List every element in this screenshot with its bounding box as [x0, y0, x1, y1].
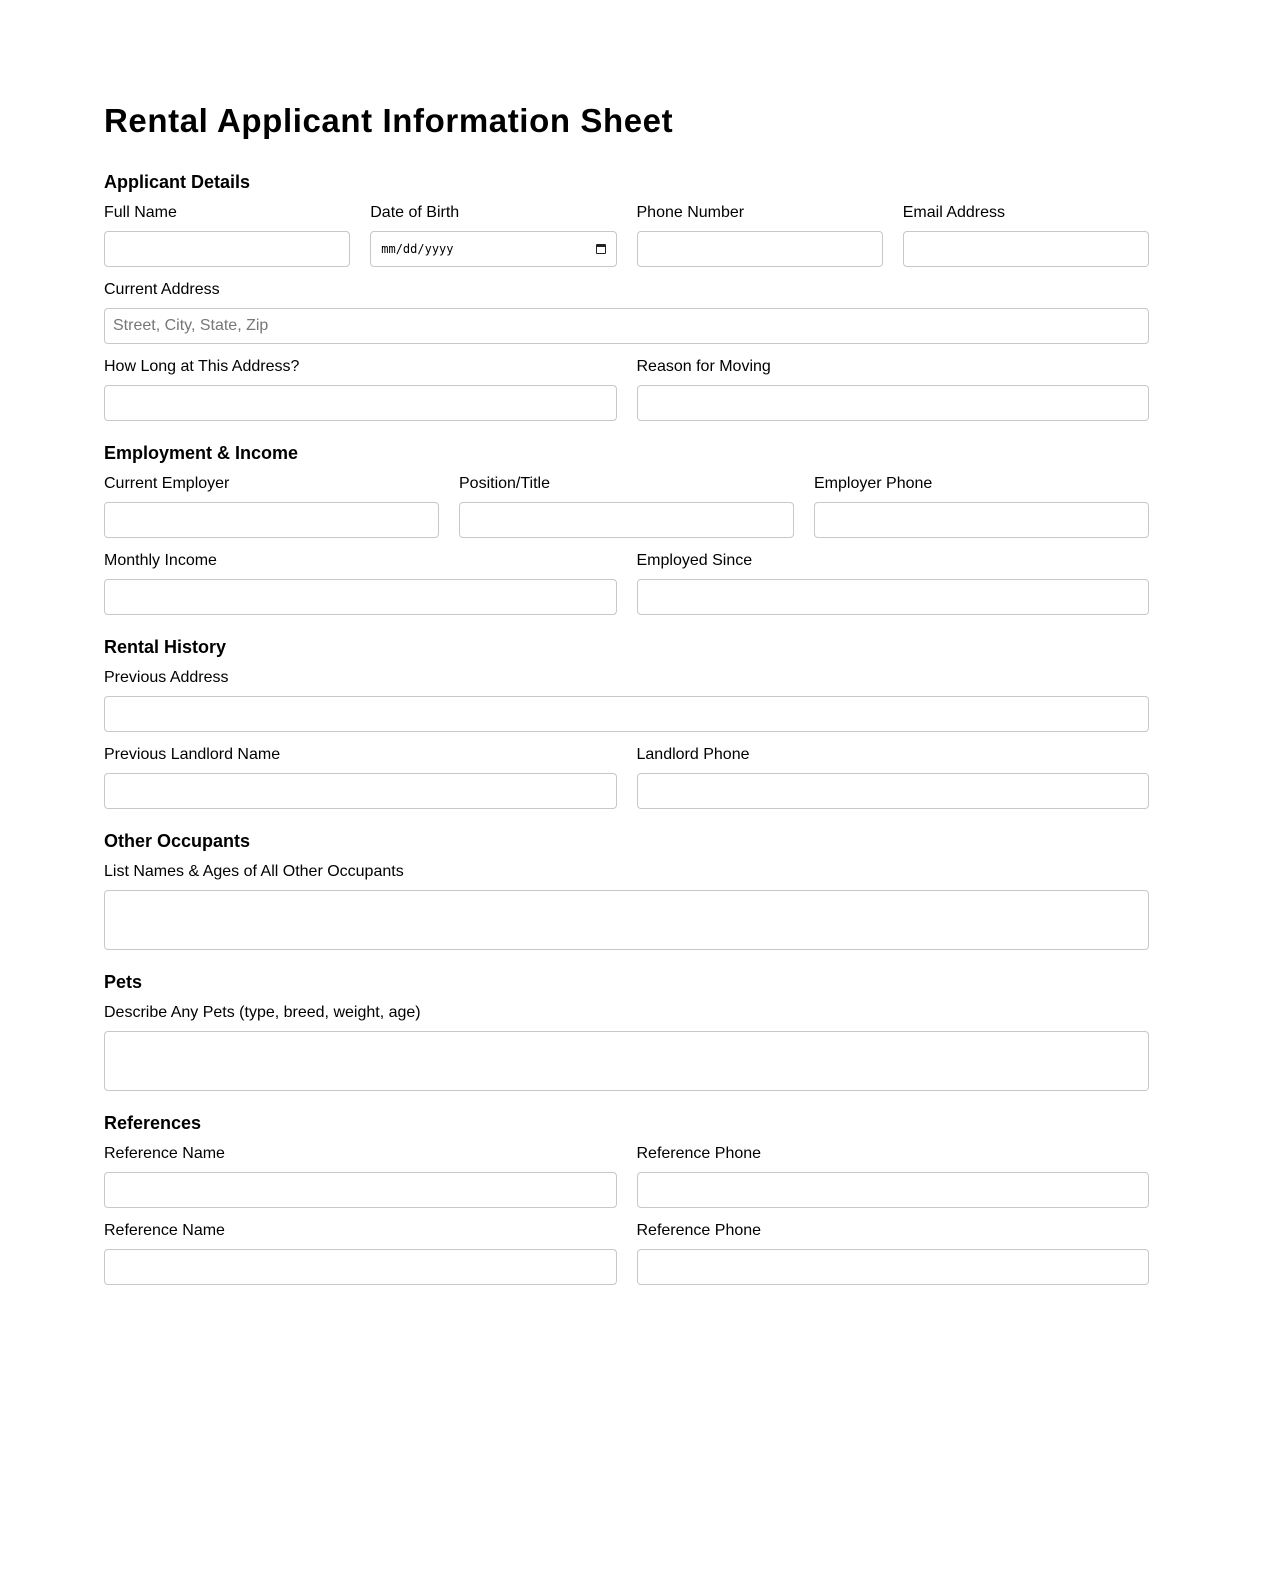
phone-input[interactable] — [637, 231, 883, 267]
position-input[interactable] — [459, 502, 794, 538]
reference-name-input[interactable] — [104, 1172, 617, 1208]
email-input[interactable] — [903, 231, 1149, 267]
occupants-textarea[interactable] — [104, 890, 1149, 950]
reference-phone-input[interactable] — [637, 1249, 1150, 1285]
reason-input[interactable] — [637, 385, 1150, 421]
landlord-name-label: Previous Landlord Name — [104, 746, 281, 763]
income-label: Monthly Income — [104, 552, 217, 569]
section-heading: Employment & Income — [104, 443, 299, 463]
previous-address-label: Previous Address — [104, 669, 229, 686]
phone-label: Phone Number — [636, 204, 745, 221]
income-input[interactable] — [104, 579, 617, 615]
reference-name-input[interactable] — [104, 1249, 617, 1285]
section-references — [104, 1111, 1149, 1285]
reference-phone-label: Reference Phone — [636, 1222, 762, 1239]
section-heading: References — [104, 1113, 202, 1133]
how-long-input[interactable] — [104, 385, 617, 421]
email-label: Email Address — [902, 204, 1006, 221]
employed-since-label: Employed Since — [636, 552, 753, 569]
section-employment — [104, 441, 1149, 615]
current-address-label: Current Address — [104, 281, 220, 298]
reference-name-label: Reference Name — [104, 1222, 225, 1239]
section-applicant-details — [104, 170, 1149, 421]
reason-label: Reason for Moving — [636, 358, 771, 375]
section-heading: Other Occupants — [104, 831, 251, 851]
previous-address-input[interactable] — [104, 696, 1149, 732]
section-pets — [104, 970, 1149, 1091]
current-address-input[interactable] — [104, 308, 1149, 344]
employer-phone-input[interactable] — [814, 502, 1149, 538]
position-label: Position/Title — [459, 475, 550, 492]
pets-textarea[interactable] — [104, 1031, 1149, 1091]
form-page — [104, 0, 1149, 1289]
full-name-input[interactable] — [104, 231, 350, 267]
section-heading: Pets — [104, 972, 143, 992]
page-title: Rental Applicant Information Sheet — [104, 102, 674, 139]
landlord-name-input[interactable] — [104, 773, 617, 809]
reference-phone-input[interactable] — [637, 1172, 1150, 1208]
form-content — [104, 170, 1149, 1289]
dob-label: Date of Birth — [370, 204, 460, 221]
section-heading: Applicant Details — [104, 172, 251, 192]
full-name-label: Full Name — [104, 204, 177, 221]
calendar-icon[interactable] — [596, 244, 606, 254]
how-long-label: How Long at This Address? — [104, 358, 300, 375]
dob-format-text: mm/dd/yyyy — [381, 242, 454, 256]
employed-since-input[interactable] — [637, 579, 1150, 615]
occupants-label: List Names & Ages of All Other Occupants — [104, 863, 404, 880]
section-other-occupants — [104, 829, 1149, 950]
section-rental-history — [104, 635, 1149, 809]
landlord-phone-input[interactable] — [637, 773, 1150, 809]
dob-input[interactable] — [370, 231, 616, 267]
reference-phone-label: Reference Phone — [636, 1145, 762, 1162]
employer-phone-label: Employer Phone — [814, 475, 933, 492]
reference-name-label: Reference Name — [104, 1145, 225, 1162]
section-heading: Rental History — [104, 637, 227, 657]
employer-label: Current Employer — [104, 475, 230, 492]
pets-label: Describe Any Pets (type, breed, weight, age) — [104, 1004, 421, 1021]
landlord-phone-label: Landlord Phone — [636, 746, 750, 763]
employer-input[interactable] — [104, 502, 439, 538]
